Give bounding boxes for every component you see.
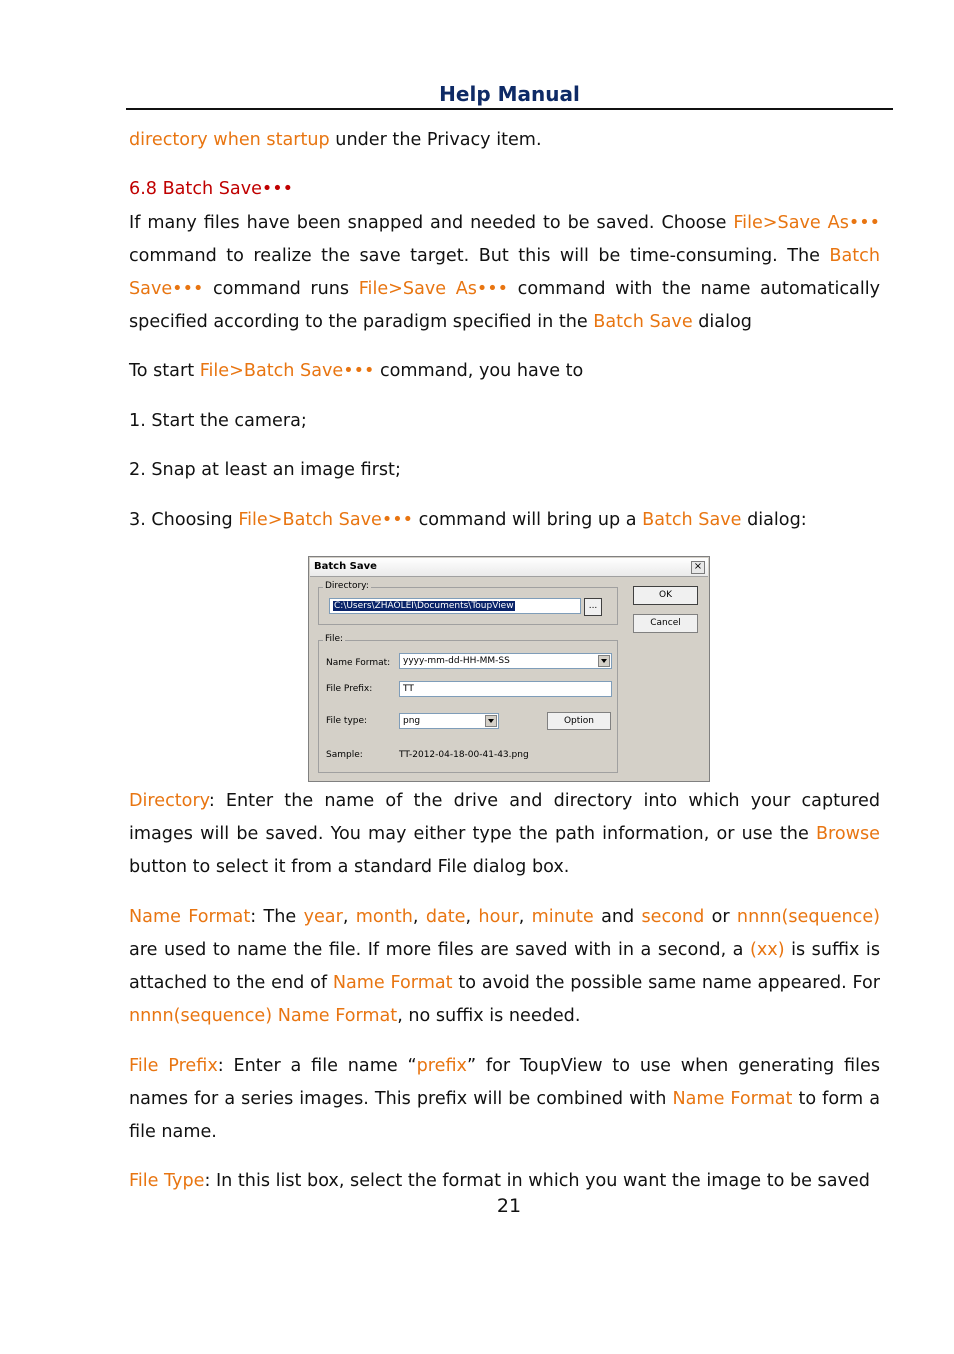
name-format-select[interactable]: [399, 653, 612, 669]
dialog-titlebar: [310, 558, 708, 577]
text: To start: [129, 361, 200, 381]
file-prefix-input[interactable]: [399, 681, 612, 697]
highlight-hour: hour: [478, 907, 519, 927]
text: dialog: [692, 312, 752, 332]
text: command, you have to: [374, 361, 584, 381]
paragraph-privacy: [129, 124, 880, 157]
paragraph-file-type: [129, 1165, 880, 1198]
text: command with the name automatically specified according to the paradigm specified in the: [129, 279, 881, 332]
batch-save-dialog: [308, 556, 710, 782]
highlight-directory-when-startup: directory when startup: [129, 130, 330, 150]
highlight-batch-save-command: File>Batch Save•••: [199, 361, 375, 381]
chevron-down-icon: [598, 655, 610, 667]
file-group: [318, 634, 618, 773]
chevron-down-icon: [485, 715, 497, 727]
option-button[interactable]: Option: [547, 712, 611, 730]
sample-value: TT-2012-04-18-00-41-43.png: [399, 750, 529, 760]
name-format-value: yyyy-mm-dd-HH-MM-SS: [403, 656, 510, 666]
highlight-date: date: [425, 907, 466, 927]
highlight-year: year: [303, 907, 343, 927]
text: ” for ToupView to use when generating files names for a series images. This prefix will be combined with: [129, 1056, 880, 1109]
file-prefix-label: File Prefix:: [326, 684, 373, 694]
section-heading: 6.8 Batch Save•••: [129, 179, 294, 199]
text: button to select it from a standard File dialog box.: [129, 857, 570, 877]
highlight-directory: Directory: [129, 791, 209, 811]
text: command to realize the save target. But this will be time-consuming. The: [129, 246, 830, 266]
text: and: [593, 907, 642, 927]
highlight-save-as: File>Save As•••: [733, 213, 880, 233]
text: command runs: [203, 279, 359, 299]
highlight-name-format: Name Format: [672, 1089, 793, 1109]
close-icon[interactable]: ×: [691, 561, 705, 574]
paragraph-name-format: [129, 901, 880, 1033]
text: : Enter a file name “: [217, 1056, 417, 1076]
text: 3. Choosing: [129, 510, 239, 530]
file-type-value: png: [403, 716, 421, 726]
highlight-batch-save: Batch Save•••: [129, 246, 880, 299]
ok-button[interactable]: OK: [633, 586, 698, 605]
highlight-file-prefix: File Prefix: [129, 1056, 218, 1076]
directory-label: Directory:: [325, 581, 369, 591]
highlight-batch-save: Batch Save: [593, 312, 693, 332]
file-type-label: File type:: [326, 716, 368, 726]
sample-label: Sample:: [326, 750, 363, 760]
highlight-batch-save-command: File>Batch Save•••: [238, 510, 413, 530]
header-rule: [126, 108, 893, 110]
page-number: 21: [496, 1195, 522, 1217]
text: : Enter the name of the drive and directory into which your captured images will be saved. You may either type the path information, or use the: [129, 791, 880, 844]
dialog-title: Batch Save: [314, 561, 377, 572]
highlight-second: second: [641, 907, 705, 927]
step-1: 1. Start the camera;: [129, 411, 307, 431]
text: : The: [250, 907, 304, 927]
highlight-save-as: File>Save As•••: [358, 279, 509, 299]
highlight-sequence: nnnn(sequence): [736, 907, 881, 927]
paragraph-file-prefix: [129, 1050, 880, 1149]
text: to form a file name.: [129, 1089, 880, 1142]
text: under the Privacy item.: [329, 130, 542, 150]
highlight-name-format: Name Format: [332, 973, 453, 993]
browse-button[interactable]: ...: [584, 598, 602, 616]
cancel-button[interactable]: Cancel: [633, 614, 698, 633]
highlight-suffix: (xx): [750, 940, 785, 960]
text: or: [704, 907, 737, 927]
text: command will bring up a: [412, 510, 643, 530]
directory-group: [318, 581, 618, 625]
text: ,: [342, 907, 356, 927]
highlight-sequence-name-format: nnnn(sequence) Name Format: [129, 1006, 398, 1026]
paragraph-directory: [129, 785, 880, 884]
name-format-label: Name Format:: [326, 658, 391, 668]
file-type-select[interactable]: [399, 713, 499, 729]
step-3: [129, 504, 880, 537]
highlight-prefix: prefix: [416, 1056, 467, 1076]
text: ,: [412, 907, 426, 927]
highlight-batch-save: Batch Save: [642, 510, 742, 530]
highlight-file-type: File Type: [129, 1171, 205, 1191]
directory-input[interactable]: [329, 598, 581, 614]
text: dialog:: [741, 510, 807, 530]
text: If many files have been snapped and needed to be saved. Choose: [129, 213, 734, 233]
text: , no suffix is needed.: [397, 1006, 581, 1026]
paragraph-to-start: [129, 355, 880, 388]
highlight-name-format: Name Format: [129, 907, 251, 927]
directory-value: C:\Users\ZHAOLEI\Documents\ToupView: [334, 601, 514, 611]
step-2: 2. Snap at least an image first;: [129, 460, 401, 480]
text: are used to name the file. If more files are saved with in a second, a: [129, 940, 750, 960]
text: ,: [465, 907, 479, 927]
text: to avoid the possible same name appeared. For: [452, 973, 880, 993]
header-title: Help Manual: [439, 82, 580, 106]
paragraph-batch-save-intro: [129, 207, 880, 339]
file-prefix-value: TT: [403, 684, 414, 694]
text: : In this list box, select the format in which you want the image to be saved: [204, 1171, 870, 1191]
highlight-minute: minute: [531, 907, 594, 927]
text: ,: [518, 907, 532, 927]
file-label: File:: [325, 634, 344, 644]
text: is suffix is attached to the end of: [129, 940, 880, 993]
highlight-month: month: [355, 907, 413, 927]
highlight-browse: Browse: [815, 824, 880, 844]
